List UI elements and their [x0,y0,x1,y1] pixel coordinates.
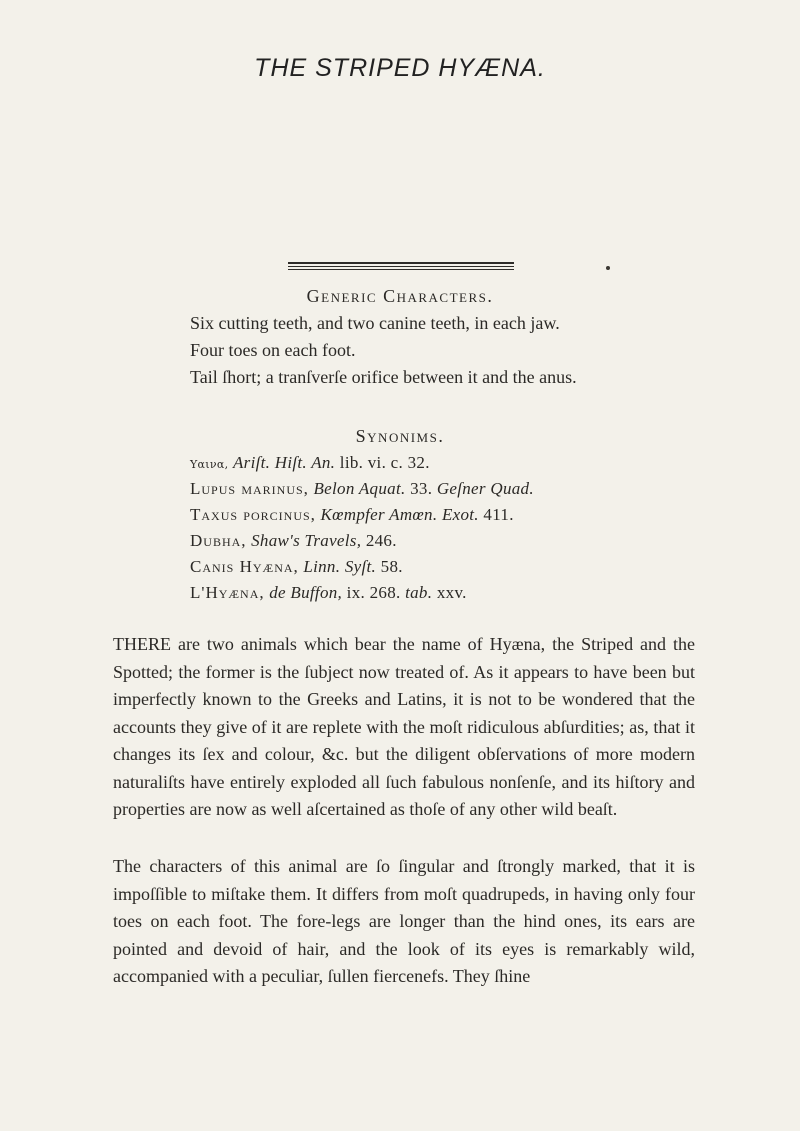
generic-characters-heading: Generic Characters. [306,286,494,306]
synonim-ref: de Buffon, [269,583,343,602]
synonims-heading: Synonims. [355,426,445,446]
synonim-detail: 33. [410,479,433,498]
divider-dot [606,266,610,270]
synonim-ref: Kœmpfer Amœn. Exot. [320,505,479,524]
synonim-ref: Shaw's Travels, [251,531,362,550]
synonim-detail: ix. 268. [346,583,401,602]
synonim-detail: 58. [380,557,403,576]
synonim-ref-secondary: Geſner Quad. [436,479,534,498]
synonim-detail: lib. vi. c. 32. [339,453,430,472]
paragraph-characters: The characters of this animal are ſo ſingular and ſtrongly marked, that it is impoſſible to miſtake them. It differs from moſt quadrupeds, in having only four toes on each foot. The fore-legs are longer than the hind ones, its ears are pointed and devoid of hair, and the look of its eyes is remarkably wild, accompanied with a peculiar, ſullen fiercenefs. They ſhine [113,856,695,986]
synonim-entry [190,505,514,525]
synonim-detail: 246. [365,531,397,550]
synonim-name: Taxus porcinus, [190,505,316,524]
page-title: THE STRIPED HYÆNA. [254,54,546,82]
paragraph-intro: THERE are two animals which bear the name of Hyæna, the Striped and the Spotted; the former is the ſubject now treated of. As it appears to have been but imperfectly known to the Greeks and Latins, it is not to be wondered that the accounts they give of it are replete with the moſt ridiculous abſurdities; as, that it changes its ſex and colour, &c. but the diligent obſervations of more modern naturaliſts have entirely exploded all ſuch fabulous nonſenſe, and its hiſtory and properties are now as well aſcertained as thoſe of any other wild beaſt. [113,634,695,819]
title-divider [288,262,514,264]
title-divider-thin [288,266,514,267]
synonim-entry [190,479,534,499]
synonim-name: Dubha, [190,531,247,550]
synonim-detail-secondary: xxv. [436,583,467,602]
synonim-name: Υαινα, [190,458,229,471]
synonim-entry [190,583,467,603]
synonim-ref: Belon Aquat. [313,479,406,498]
generic-line-teeth: Six cutting teeth, and two canine teeth, in each jaw. [190,313,560,333]
synonim-entry [190,453,430,473]
title-divider-hairline [288,269,514,270]
synonim-entry [190,531,397,551]
generic-line-tail: Tail ſhort; a tranſverſe orifice between it and the anus. [190,367,577,387]
synonim-ref-secondary: tab. [405,583,433,602]
synonim-name: Lupus marinus, [190,479,309,498]
synonim-ref: Ariſt. Hiſt. An. [232,453,336,472]
synonim-entry [190,557,403,577]
synonim-ref: Linn. Syſt. [303,557,377,576]
generic-line-toes: Four toes on each foot. [190,340,356,360]
synonim-name: L'Hyæna, [190,583,265,602]
synonim-name: Canis Hyæna, [190,557,299,576]
synonim-detail: 411. [483,505,514,524]
